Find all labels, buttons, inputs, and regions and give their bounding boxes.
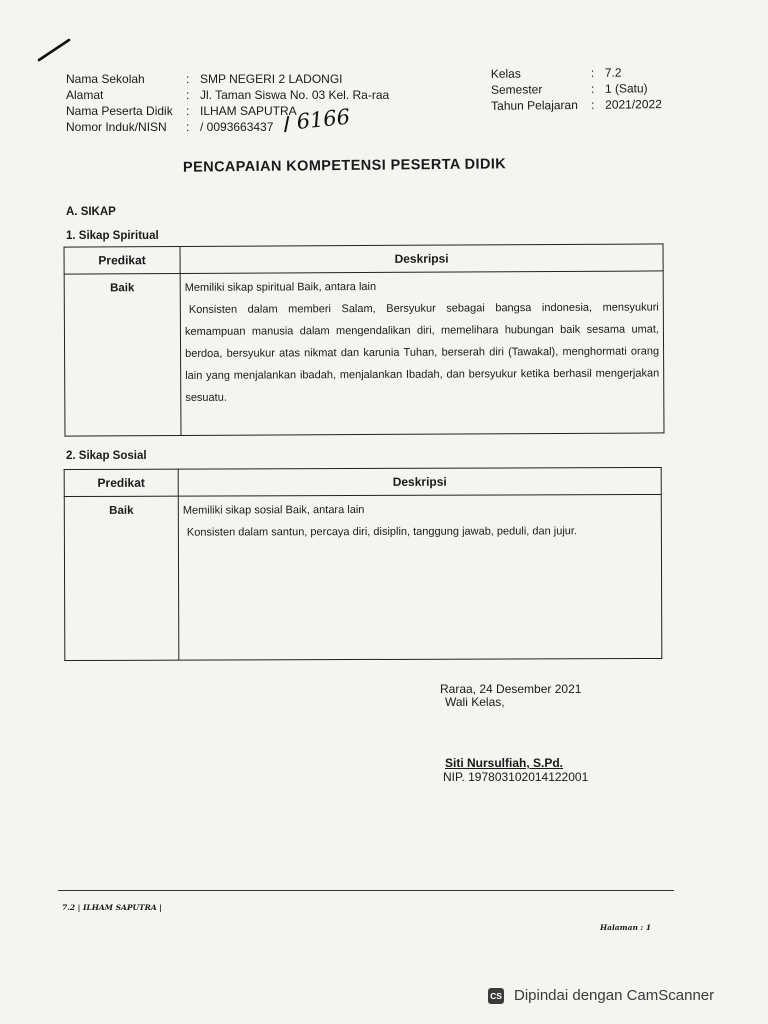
colon: : <box>186 88 190 102</box>
predikat-header: Predikat <box>64 246 180 274</box>
address-label: Alamat <box>66 88 104 102</box>
handwritten-slash: / <box>282 112 292 136</box>
pen-mark-icon <box>36 36 72 64</box>
semester-value: 1 (Satu) <box>604 81 648 96</box>
spiritual-table <box>64 243 665 436</box>
social-body: Konsisten dalam santun, percaya diri, disiplin, tanggung jawab, peduli, dan jujur. <box>186 525 578 539</box>
camscanner-logo-icon: CS <box>488 988 504 1004</box>
social-intro: Memiliki sikap sosial Baik, antara lain <box>182 503 365 517</box>
spiritual-predikat: Baik <box>64 273 181 436</box>
nisn-row <box>66 119 273 135</box>
semester-label: Semester <box>490 82 543 97</box>
page-title: PENCAPAIAN KOMPETENSI PESERTA DIDIK <box>182 156 507 176</box>
student-name-label: Nama Peserta Didik <box>66 104 173 118</box>
address-row <box>66 87 389 103</box>
student-name-value: ILHAM SAPUTRA <box>200 104 297 118</box>
school-name-label: Nama Sekolah <box>66 72 145 86</box>
spiritual-heading: 1. Sikap Spiritual <box>66 230 159 242</box>
school-name-value: SMP NEGERI 2 LADONGI <box>200 72 343 86</box>
colon: : <box>590 65 595 80</box>
table-row <box>64 494 662 660</box>
social-table <box>64 467 663 661</box>
camscanner-watermark: Dipindai dengan CamScanner <box>514 987 715 1004</box>
spiritual-description <box>180 271 664 436</box>
social-heading: 2. Sikap Sosial <box>66 450 147 462</box>
spiritual-intro: Memiliki sikap spiritual Baik, antara lain <box>184 280 377 294</box>
place-date: Raraa, 24 Desember 2021 <box>440 682 582 696</box>
colon: : <box>186 72 190 86</box>
school-name-row <box>66 71 342 87</box>
class-value: 7.2 <box>604 65 622 80</box>
nisn-value: / 0093663437 <box>200 120 274 134</box>
section-a-heading: A. SIKAP <box>66 206 116 218</box>
signer-name: Siti Nursulfiah, S.Pd. <box>445 756 564 770</box>
class-label: Kelas <box>490 66 521 81</box>
colon: : <box>591 97 595 112</box>
address-value: Jl. Taman Siswa No. 03 Kel. Ra-raa <box>200 88 390 102</box>
footer-divider <box>58 890 674 891</box>
deskripsi-header: Deskripsi <box>180 244 663 274</box>
signer-role: Wali Kelas, <box>445 695 505 709</box>
handwritten-nis-number: 6166 <box>295 104 352 135</box>
social-description <box>178 494 662 660</box>
spiritual-body: Konsisten dalam memberi Salam, Bersyukur sebagai bangsa indonesia, mensyukuri kemampuan manusia dalam mengendalikan diri, memelihara hubungan baik sesama umat, berdoa, bersyukur atas nikmat dan karunia Tuhan, berserah diri (Tawakal), menghormati orang lain yang menjalankan ibadah, menjalankan Ibadah, dan bersyukur ketika berhasil mengerjakan sesuatu. <box>184 301 660 404</box>
table-row <box>64 271 664 436</box>
colon: : <box>186 120 190 134</box>
colon: : <box>590 81 595 96</box>
predikat-header: Predikat <box>64 469 178 496</box>
footer-left: 7.2 | ILHAM SAPUTRA | <box>62 903 162 912</box>
social-predikat: Baik <box>64 496 179 660</box>
nisn-label: Nomor Induk/NISN <box>66 120 167 134</box>
table-header-row <box>64 467 661 496</box>
table-header-row <box>64 244 663 274</box>
school-year-value: 2021/2022 <box>605 97 662 112</box>
class-row <box>491 65 622 82</box>
school-year-label: Tahun Pelajaran <box>491 97 578 113</box>
footer-page-number: Halaman : 1 <box>600 923 652 932</box>
signer-nip: NIP. 197803102014122001 <box>443 770 589 784</box>
semester-row <box>491 80 648 98</box>
school-year-row <box>491 96 662 114</box>
colon: : <box>186 104 190 118</box>
deskripsi-header: Deskripsi <box>178 467 661 496</box>
student-name-row <box>66 103 297 119</box>
